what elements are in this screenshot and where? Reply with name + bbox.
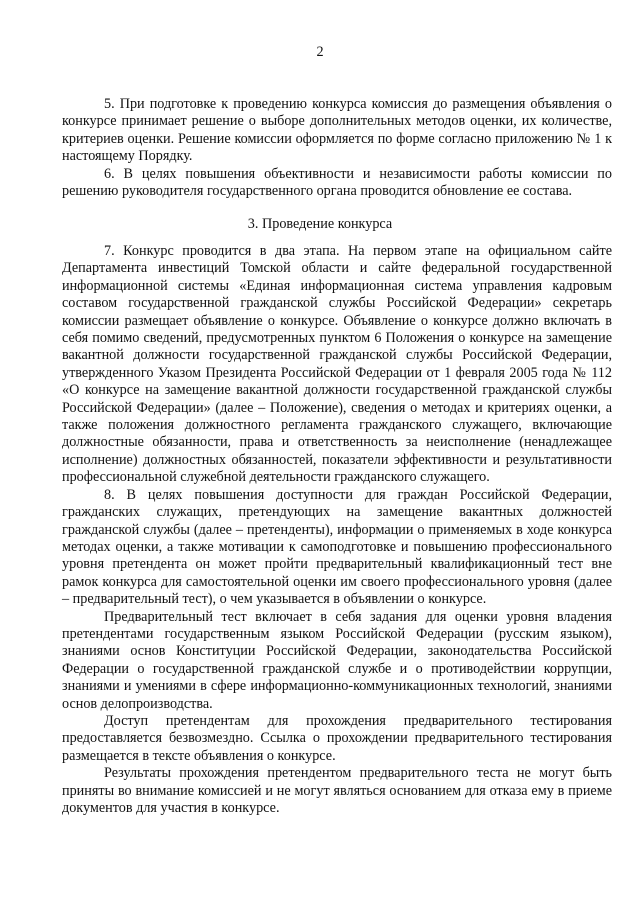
paragraph-6: 6. В целях повышения объективности и независимости работы комиссии по решению руководителя государственного органа проводится обновление ее состава. bbox=[62, 165, 612, 200]
section-3-body bbox=[62, 243, 612, 817]
section-heading: 3. Проведение конкурса bbox=[247, 216, 393, 232]
paragraph-8: 8. В целях повышения доступности для граждан Российской Федерации, гражданских служащих, претендующих на замещение вакантных должностей гражданской службы (далее – претенденты), информации о применяемых в ходе конкурса методах оценки, а также мотивации к самоподготовке и повышению профессионального уровня претендента он может пройти предварительный квалификационный тест вне рамок конкурса для самостоятельной оценки им своего профессионального уровня (далее – предварительный тест), о чем указывается в объявлении о конкурсе. bbox=[62, 486, 612, 608]
paragraph-results: Результаты прохождения претендентом предварительного теста не могут быть приняты во внимание комиссией и не могут являться основанием для отказа ему в приеме документов для участия в конкурсе. bbox=[62, 765, 612, 816]
section-2-tail bbox=[62, 96, 612, 200]
paragraph-preliminary-test: Предварительный тест включает в себя задания для оценки уровня владения претендентами государственным языком Российской Федерации (русским языком), знаниями основ Конституции Российской Федерации, законодательства Российской Федерации о государственной гражданской службе и о противодействии коррупции, знаниями и умениями в сфере информационно-коммуникационных технологий, знаниями основ делопроизводства. bbox=[62, 608, 612, 712]
paragraph-7: 7. Конкурс проводится в два этапа. На первом этапе на официальном сайте Департамента инвестиций Томской области и сайте федеральной государственной информационной системы «Единая информационная система управления кадровым составом государственной гражданской службы Российской Федерации» секретарь комиссии размещает объявление о конкурсе. Объявление о конкурсе должно включать в себя помимо сведений, предусмотренных пунктом 6 Положения о конкурсе на замещение вакантной должности государственной гражданской службы Российской Федерации, утвержденного Указом Президента Российской Федерации от 1 февраля 2005 года № 112 «О конкурсе на замещение вакантной должности государственной гражданской службы Российской Федерации» (далее – Положение), сведения о методах и критериях оценки, а также положения должностного регламента гражданского служащего, включающие должностные обязанности, права и ответственность за неисполнение (ненадлежащее исполнение) должностных обязанностей, показатели эффективности и результативности профессиональной служебной деятельности гражданского служащего. bbox=[62, 243, 612, 486]
paragraph-access: Доступ претендентам для прохождения предварительного тестирования предоставляется безвозмездно. Ссылка о прохождении предварительного тестирования размещается в тексте объявления о конкурсе. bbox=[62, 712, 612, 764]
page-number: 2 bbox=[316, 44, 324, 60]
paragraph-5: 5. При подготовке к проведению конкурса комиссия до размещения объявления о конкурсе принимает решение о выборе дополнительных методов оценки, их количестве, критериев оценки. Решение комиссии оформляется по форме согласно приложению № 1 к настоящему Порядку. bbox=[62, 96, 612, 165]
